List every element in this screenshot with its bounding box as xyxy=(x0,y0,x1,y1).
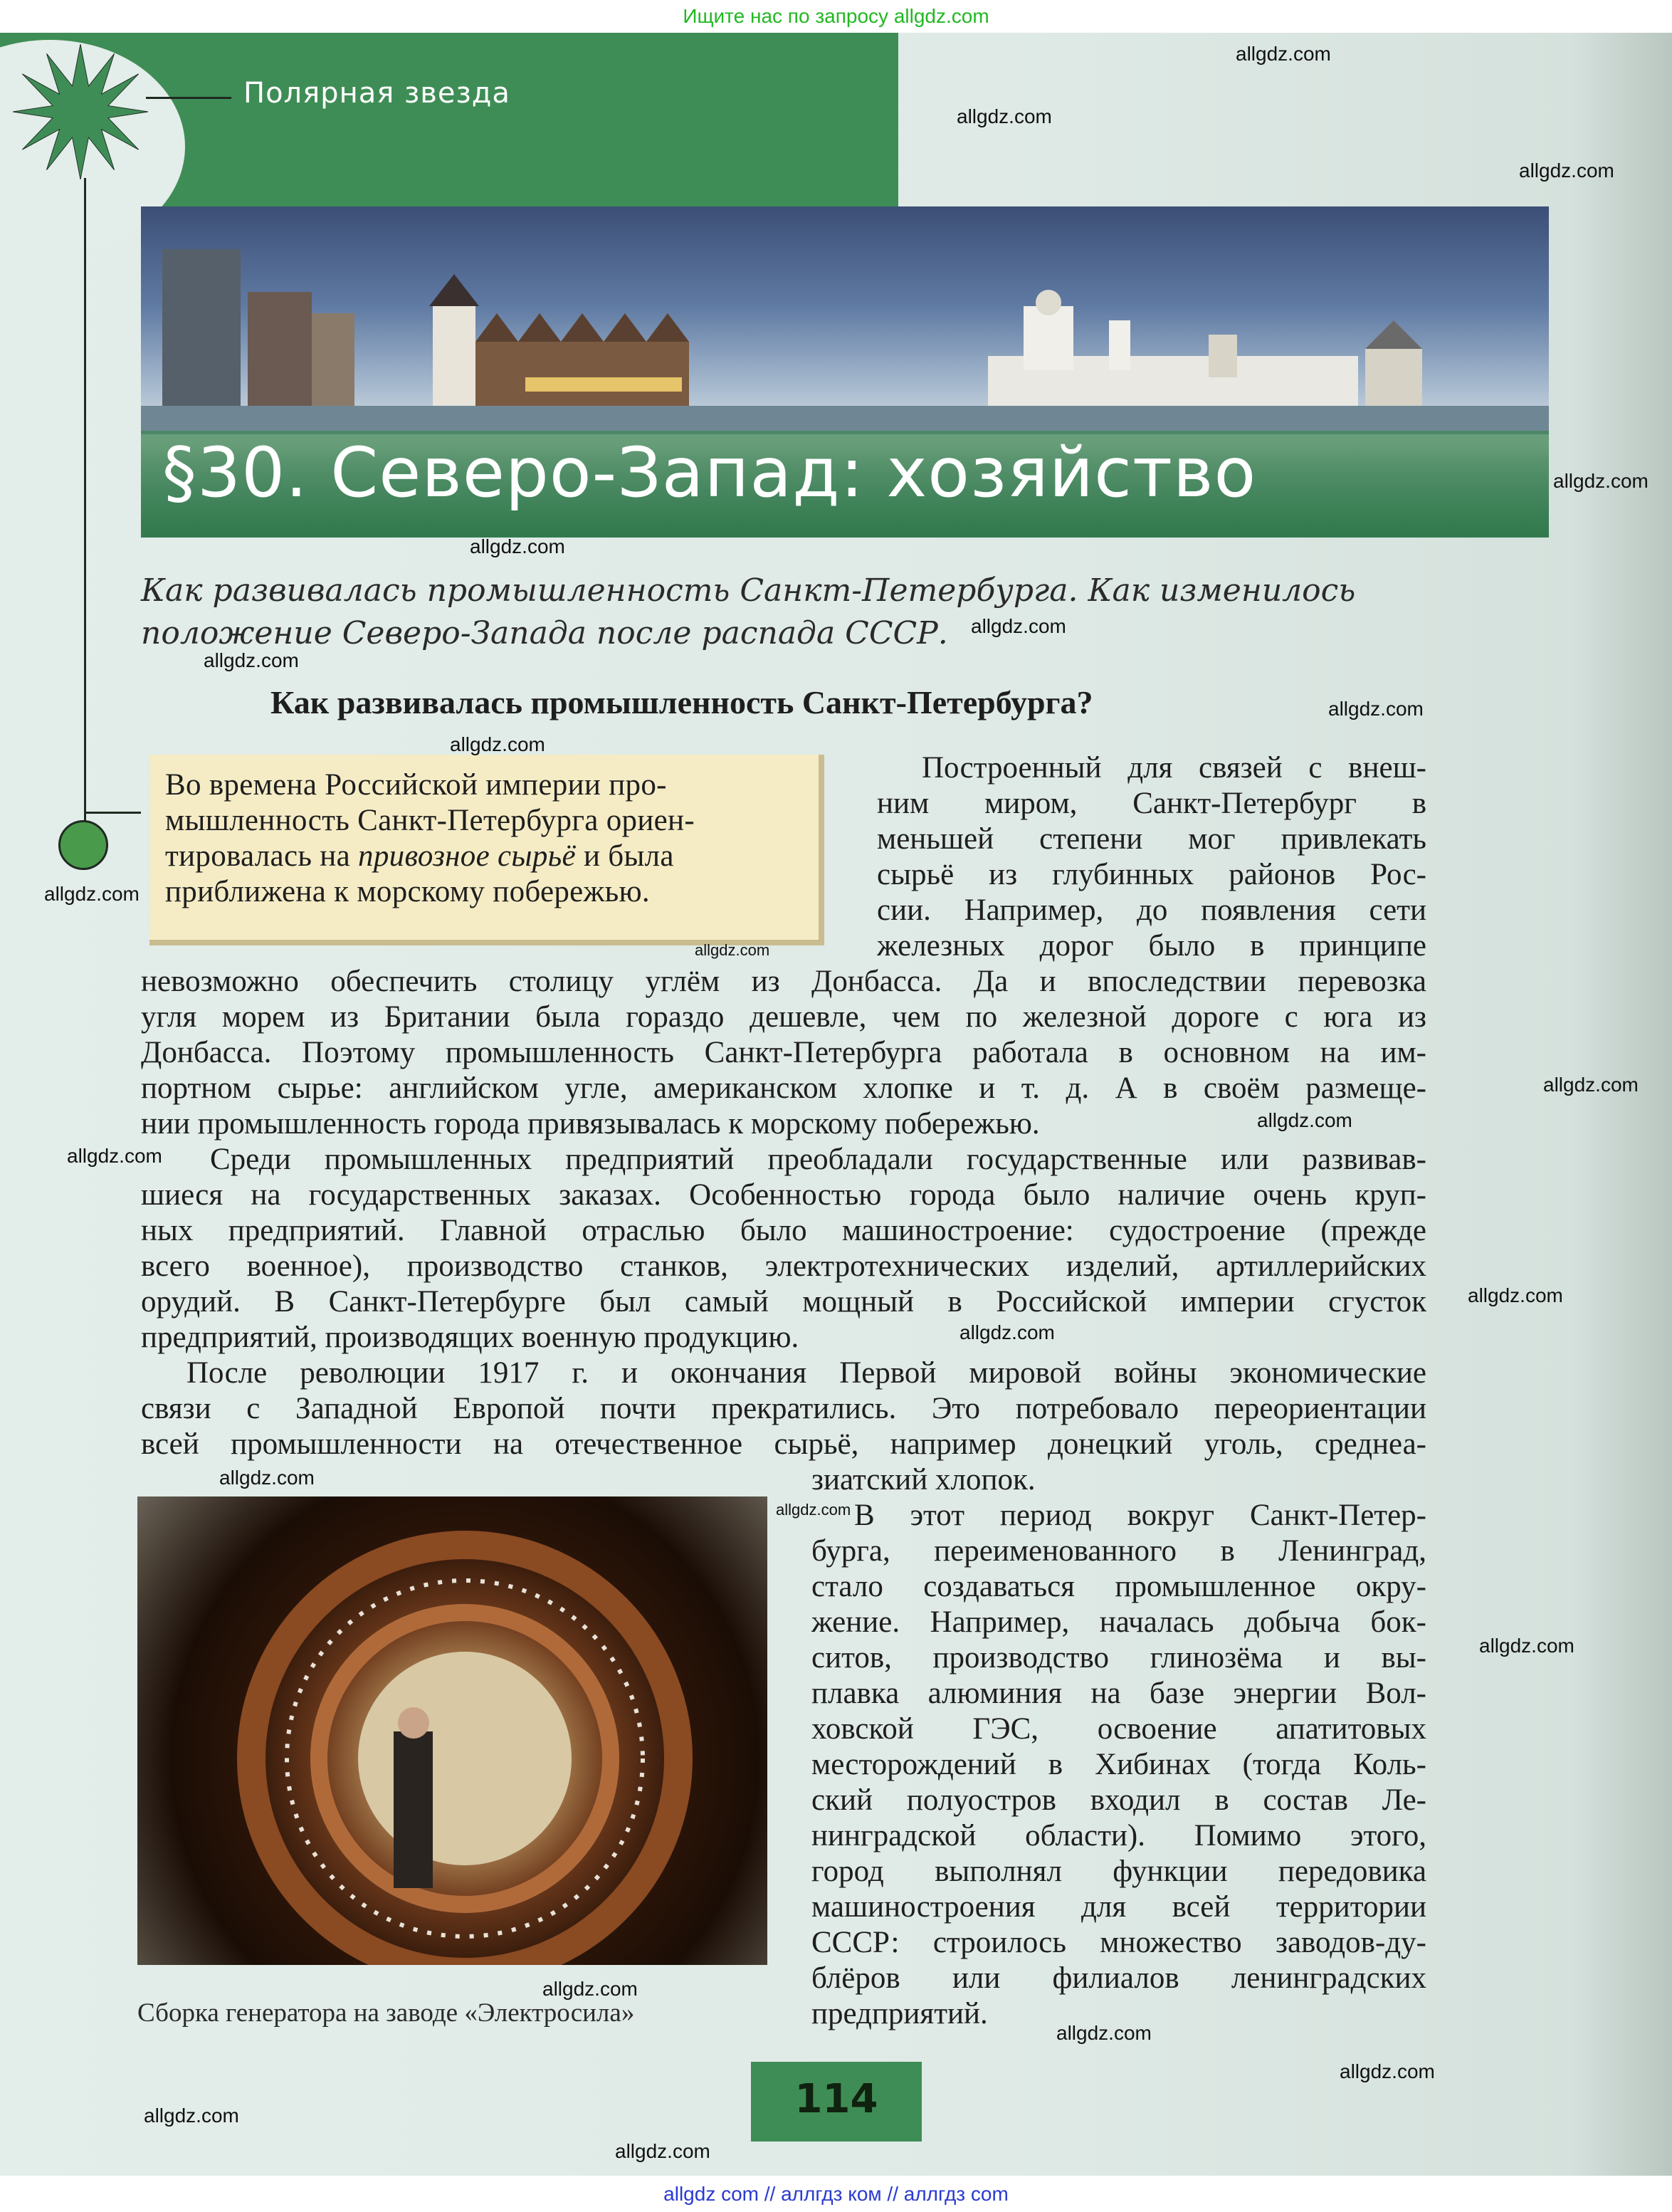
subtitle-line: положение Северо-Запада после распада СССР. xyxy=(141,615,948,651)
callout-text: и была xyxy=(575,839,674,873)
text-line: стало создаваться промышленное окру- xyxy=(811,1570,1426,1603)
generator-illustration xyxy=(137,1496,767,1965)
watermark: allgdz.com xyxy=(204,649,299,671)
photo-caption: Сборка генератора на заводе «Электросила» xyxy=(137,1998,635,2028)
margin-dot-icon xyxy=(58,820,108,870)
watermark: allgdz.com xyxy=(695,941,770,959)
callout-emphasis: привозное сырьё xyxy=(358,839,576,873)
header-photo xyxy=(141,206,1549,538)
watermark: allgdz.com xyxy=(1519,159,1614,182)
callout-line xyxy=(165,839,674,874)
text-line: железных дорог было в принципе xyxy=(877,929,1426,963)
callout-line: приближена к морскому побережью. xyxy=(165,875,650,908)
text-line: нинградской области). Помимо этого, xyxy=(811,1819,1426,1852)
watermark: allgdz.com xyxy=(219,1467,315,1489)
text-line: ховской ГЭС, освоение апатитовых xyxy=(811,1712,1426,1746)
text-line: После революции 1917 г. и окончания Первой мировой войны экономические xyxy=(186,1356,1426,1390)
text-line: жение. Например, началась добыча бок- xyxy=(811,1605,1426,1639)
watermark: allgdz.com xyxy=(1479,1635,1574,1657)
text-line: Среди промышленных предприятий преобладали государственные или развивав- xyxy=(210,1143,1426,1176)
text-line: портном сырье: английском угле, американском хлопке и т. д. А в своём размеще- xyxy=(141,1071,1426,1105)
text-line: плавка алюминия на базе энергии Вол- xyxy=(811,1677,1426,1710)
page-number-tab xyxy=(751,2062,922,2142)
text-line: ситов, производство глинозёма и вы- xyxy=(811,1641,1426,1674)
bottom-banner[interactable]: allgdz com // аллгдз ком // аллгдз com xyxy=(663,2183,1009,2205)
text-line: город выполнял функции передовика xyxy=(811,1855,1426,1888)
text-line: бурга, переименованного в Ленинград, xyxy=(811,1534,1426,1568)
series-title: Полярная звезда xyxy=(243,77,510,110)
text-line: угля морем из Британии была гораздо дешевле, чем по железной дороге с юга из xyxy=(141,1000,1426,1034)
watermark: allgdz.com xyxy=(1553,470,1649,492)
text-line: машиностроения для всей территории xyxy=(811,1890,1426,1924)
section-heading: Как развивалась промышленность Санкт-Петербурга? xyxy=(270,684,1093,720)
watermark: allgdz.com xyxy=(959,1321,1055,1343)
watermark: allgdz.com xyxy=(1056,2022,1152,2044)
star-icon xyxy=(13,44,148,179)
text-line: орудий. В Санкт-Петербурге был самый мощный в Российской империи сгусток xyxy=(141,1285,1426,1319)
watermark: allgdz.com xyxy=(67,1145,162,1167)
text-line: всей промышленности на отечественное сырьё, например донецкий уголь, среднеа- xyxy=(141,1427,1426,1461)
text-line: ним миром, Санкт-Петербург в xyxy=(877,787,1426,820)
text-line: зиатский хлопок. xyxy=(811,1463,1036,1496)
watermark: allgdz.com xyxy=(1236,43,1331,65)
callout-text: тировалась на xyxy=(165,839,359,873)
text-line: шиеся на государственных заказах. Особенностью города было наличие очень круп- xyxy=(141,1178,1426,1212)
watermark: allgdz.com xyxy=(450,733,545,755)
generator-photo xyxy=(137,1496,767,1965)
callout-line: мышленность Санкт-Петербурга ориен- xyxy=(165,804,695,837)
text-line: сии. Например, до появления сети xyxy=(877,893,1426,927)
margin-line-vertical xyxy=(84,178,86,844)
text-line: месторождений в Хибинах (тогда Коль- xyxy=(811,1748,1426,1781)
text-line: сырьё из глубинных районов Рос- xyxy=(877,858,1426,891)
chapter-subtitle xyxy=(141,570,1429,655)
watermark: allgdz.com xyxy=(1340,2060,1435,2082)
text-line: предприятий, производящих военную продукцию. xyxy=(141,1321,799,1354)
series-title-line xyxy=(146,97,231,99)
subtitle-line: Как развивалась промышленность Санкт-Петербурга. Как изменилось xyxy=(141,572,1356,609)
watermark: allgdz.com xyxy=(957,105,1052,127)
text-line: ных предприятий. Главной отраслью было машиностроение: судостроение (прежде xyxy=(141,1214,1426,1247)
text-line: предприятий. xyxy=(811,1997,988,2030)
text-line: Построенный для связей с внеш- xyxy=(922,751,1426,785)
watermark: allgdz.com xyxy=(615,2140,710,2162)
watermark: allgdz.com xyxy=(1543,1074,1639,1096)
watermark: allgdz.com xyxy=(1328,698,1424,720)
watermark: allgdz.com xyxy=(1468,1284,1563,1306)
watermark: allgdz.com xyxy=(971,615,1066,637)
text-line: связи с Западной Европой почти прекратились. Это потребовало переориентации xyxy=(141,1392,1426,1425)
text-line: Донбасса. Поэтому промышленность Санкт-Петербурга работала в основном на им- xyxy=(141,1036,1426,1069)
margin-line-horizontal xyxy=(84,812,141,814)
text-line: невозможно обеспечить столицу углём из Донбасса. Да и впоследствии перевозка xyxy=(141,965,1426,998)
watermark: allgdz.com xyxy=(470,535,565,557)
watermark: allgdz.com xyxy=(776,1501,851,1519)
text-line: В этот период вокруг Санкт-Петер- xyxy=(854,1499,1426,1532)
text-line: всего военное), производство станков, электротехнических изделий, артиллерийских xyxy=(141,1249,1426,1283)
watermark: allgdz.com xyxy=(1257,1109,1352,1131)
text-line: блёров или филиалов ленинградских xyxy=(811,1961,1426,1995)
chapter-title: §30. Северо-Запад: хозяйство xyxy=(162,433,1257,513)
watermark: allgdz.com xyxy=(144,2104,239,2127)
text-line: нии промышленность города привязывалась к морскому побережью. xyxy=(141,1107,1040,1141)
text-line: СССР: строилось множество заводов-ду- xyxy=(811,1926,1426,1959)
top-banner[interactable]: Ищите нас по запросу allgdz.com xyxy=(683,5,989,27)
watermark: allgdz.com xyxy=(44,883,140,905)
callout-line: Во времена Российской империи про- xyxy=(165,768,667,802)
watermark: allgdz.com xyxy=(542,1978,638,2000)
text-line: меньшей степени мог привлекать xyxy=(877,822,1426,856)
page-number: 114 xyxy=(794,2076,878,2122)
text-line: ский полуостров входил в состав Ле- xyxy=(811,1783,1426,1817)
